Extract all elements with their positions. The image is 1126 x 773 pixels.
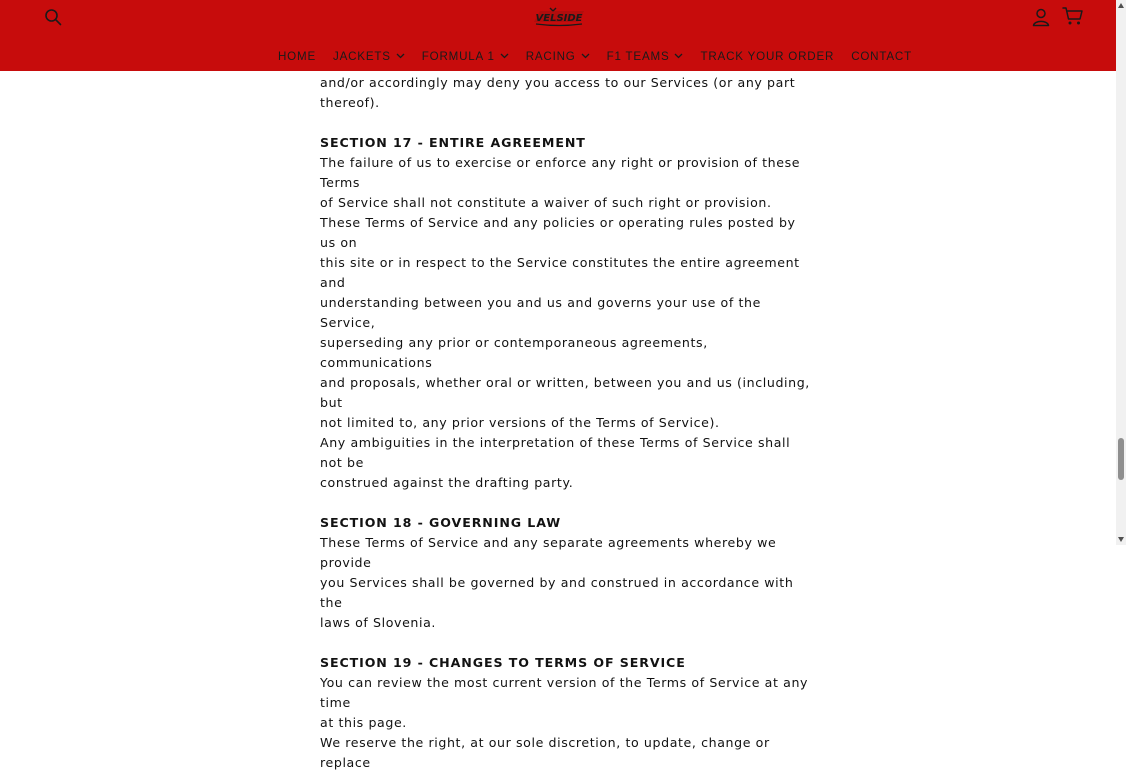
text-line: These Terms of Service and any policies or operating rules posted by us on: [320, 215, 796, 250]
nav-item-racing[interactable]: [526, 50, 590, 63]
text-line: of Service shall not constitute a waiver of such right or provision.: [320, 195, 772, 210]
nav-item-formula-1[interactable]: [422, 50, 509, 63]
scroll-down-arrow-icon[interactable]: [1118, 537, 1124, 542]
text-line: laws of Slovenia.: [320, 615, 437, 630]
nav-item-contact[interactable]: [851, 50, 912, 63]
nav-item-f1-teams[interactable]: [607, 50, 684, 63]
text-line: and/or accordingly may deny you access to our Services (or any part: [320, 75, 796, 90]
chevron-down-icon: [500, 53, 509, 59]
logo-text: VELSIDE: [535, 13, 583, 24]
search-icon[interactable]: [44, 8, 62, 26]
nav-item-label: FORMULA 1: [421, 49, 495, 63]
site-header: [0, 0, 1116, 71]
text-line: superseding any prior or contemporaneous agreements, communications: [320, 335, 708, 370]
chevron-down-icon: [396, 53, 405, 59]
cart-icon[interactable]: [1062, 6, 1084, 26]
section-17-heading: SECTION 17 - ENTIRE AGREEMENT: [320, 135, 586, 150]
text-line: and proposals, whether oral or written, between you and us (including, but: [320, 375, 810, 410]
text-line: We reserve the right, at our sole discretion, to update, change or replace: [320, 735, 770, 770]
scrollbar-thumb[interactable]: [1118, 438, 1124, 480]
text-line: understanding between you and us and governs your use of the Service,: [320, 295, 761, 330]
text-line: You can review the most current version of the Terms of Service at any time: [320, 675, 809, 710]
text-line: thereof).: [320, 95, 380, 110]
nav-item-label: RACING: [525, 49, 576, 63]
scroll-up-arrow-icon[interactable]: [1118, 3, 1124, 8]
chevron-down-icon: [674, 53, 683, 59]
nav-item-home[interactable]: [278, 50, 316, 63]
text-line: this site or in respect to the Service constitutes the entire agreement and: [320, 255, 800, 290]
section-19-heading: SECTION 19 - CHANGES TO TERMS OF SERVICE: [320, 655, 686, 670]
nav-item-label: CONTACT: [851, 49, 912, 63]
nav-item-track-your-order[interactable]: [700, 50, 834, 63]
account-icon[interactable]: [1031, 7, 1051, 27]
nav-item-label: JACKETS: [332, 49, 391, 63]
main-nav: [278, 48, 929, 64]
nav-item-label: F1 TEAMS: [606, 49, 670, 63]
text-line: The failure of us to exercise or enforce any right or provision of these Terms: [320, 155, 801, 190]
page-scrollbar[interactable]: [1116, 0, 1126, 545]
nav-item-label: TRACK YOUR ORDER: [700, 49, 835, 63]
section-18-heading: SECTION 18 - GOVERNING LAW: [320, 515, 562, 530]
chevron-down-icon: [581, 53, 590, 59]
text-line: at this page.: [320, 715, 407, 730]
nav-item-jackets[interactable]: [333, 50, 405, 63]
text-line: Any ambiguities in the interpretation of these Terms of Service shall not be: [320, 435, 791, 470]
text-line: construed against the drafting party.: [320, 475, 574, 490]
terms-content: [320, 73, 810, 773]
text-line: These Terms of Service and any separate agreements whereby we provide: [320, 535, 777, 570]
text-line: you Services shall be governed by and construed in accordance with the: [320, 575, 794, 610]
site-logo[interactable]: [530, 5, 588, 27]
text-line: not limited to, any prior versions of the Terms of Service).: [320, 415, 720, 430]
nav-item-label: HOME: [278, 49, 316, 63]
